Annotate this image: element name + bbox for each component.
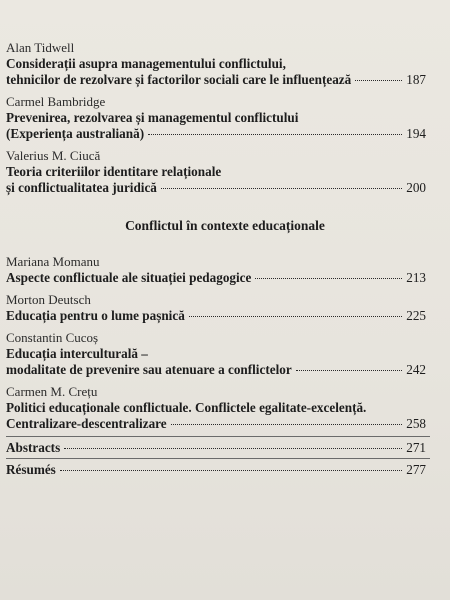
section-title: Conflictul în contexte educaționale [125,218,325,233]
page-number: 200 [406,180,426,195]
entry-title-line: Prevenirea, rezolvarea și managementul conflictului [6,110,299,125]
entry-author: Constantin Cucoș [6,330,99,345]
leader-dots [161,187,402,189]
entry-title-text: (Experiența australiană) [6,126,145,141]
page-number: 187 [406,72,426,87]
entry-title-last [6,270,426,286]
toc-entry-resumes [6,462,426,478]
entry-title-last [6,416,426,432]
entry-author: Morton Deutsch [6,292,91,307]
page-number: 225 [406,308,426,323]
entry-title-text: și conflictualitatea juridică [6,180,157,195]
page-number: 242 [406,362,426,377]
page-number: 194 [406,126,426,141]
toc-entry-abstracts [6,440,426,456]
toc-entry [6,330,426,378]
leader-dots [255,277,402,279]
leader-dots [296,369,403,371]
entry-title-text: Educația pentru o lume pașnică [6,308,185,323]
toc-entry [6,292,426,324]
entry-title-last [6,440,426,456]
toc-entry [6,40,426,88]
toc-entry [6,148,426,196]
entry-title-text: Aspecte conflictuale ale situației pedagogice [6,270,252,285]
entry-author: Mariana Momanu [6,254,100,269]
page-number: 271 [406,440,426,455]
leader-dots [148,133,402,135]
leader-dots [64,447,402,449]
entry-title-line: Considerații asupra managementului conflictului, [6,56,286,71]
page-number: 277 [406,462,426,477]
page-number: 213 [406,270,426,285]
entry-title-text: tehnicilor de rezolvare și factorilor sociali care le influențează [6,72,352,87]
toc-entry [6,384,426,432]
divider-rule [6,436,430,437]
entry-title-line: Educația interculturală – [6,346,148,361]
entry-title-line: Politici educaționale conflictuale. Conflictele egalitate-excelență. [6,400,367,415]
entry-title-last [6,126,426,142]
leader-dots [189,315,402,317]
toc-entry [6,254,426,286]
entry-author: Alan Tidwell [6,40,75,55]
leader-dots [60,469,402,471]
leader-dots [355,79,402,81]
entry-title-last [6,180,426,196]
entry-author: Carmel Bambridge [6,94,106,109]
entry-title-last [6,462,426,478]
page-number: 258 [406,416,426,431]
leader-dots [171,423,403,425]
entry-title-text: Centralizare-descentralizare [6,416,167,431]
entry-author: Carmen M. Crețu [6,384,98,399]
entry-author: Valerius M. Ciucă [6,148,101,163]
divider-rule [6,458,430,459]
entry-title-text: modalitate de prevenire sau atenuare a conflictelor [6,362,292,377]
entry-title-last [6,362,426,378]
entry-title-line: Teoria criteriilor identitare relaționale [6,164,222,179]
entry-title-last [6,308,426,324]
entry-title-text: Abstracts [6,440,61,455]
entry-title-text: Résumés [6,462,56,477]
toc-entry [6,94,426,142]
entry-title-last [6,72,426,88]
